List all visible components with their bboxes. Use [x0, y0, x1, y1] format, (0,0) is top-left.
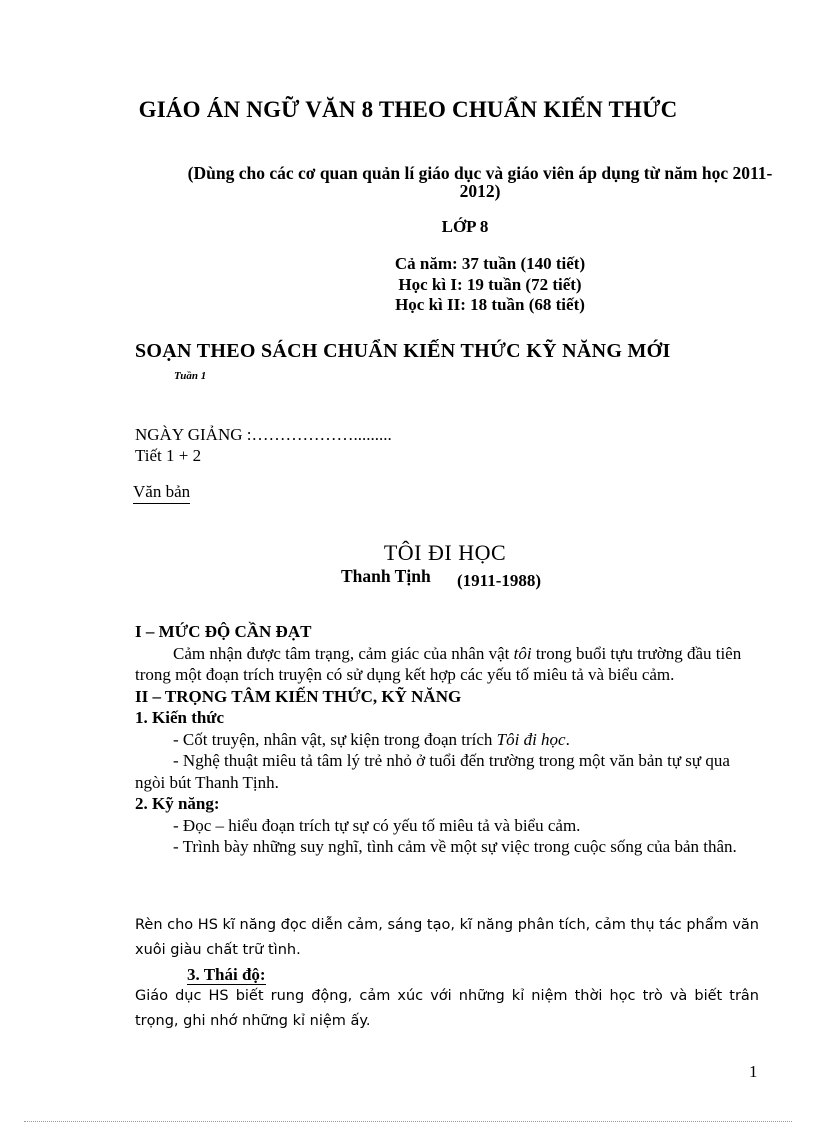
section-heading: SOẠN THEO SÁCH CHUẨN KIẾN THỨC KỸ NĂNG MỚI — [135, 340, 671, 362]
knowledge-heading: 1. Kiến thức — [135, 708, 225, 727]
document-subtitle: (Dùng cho các cơ quan quản lí giáo dục và giáo viên áp dụng từ năm học 2011-2012) — [187, 163, 773, 201]
section-1-heading: I – MỨC ĐỘ CẦN ĐẠT — [135, 622, 312, 641]
schedule-year: Cả năm: 37 tuần (140 tiết) — [394, 254, 586, 273]
page-footer-rule — [24, 1121, 792, 1122]
skills-item-1: - Đọc – hiểu đoạn trích tự sự có yếu tố miêu tả và biểu cảm. — [173, 815, 581, 835]
schedule-term-2: Học kì II: 18 tuần (68 tiết) — [395, 295, 585, 314]
story-title: TÔI ĐI HỌC — [383, 540, 507, 565]
attitude-body: Giáo dục HS biết rung động, cảm xúc với những kỉ niệm thời học trò và biết trân trọng, ghi nhớ những kỉ niệm ấy. — [135, 988, 759, 1029]
week-label: Tuần 1 — [174, 370, 207, 382]
grade-label: LỚP 8 — [441, 217, 489, 236]
page-number: 1 — [749, 1062, 758, 1081]
section-2-heading: II – TRỌNG TÂM KIẾN THỨC, KỸ NĂNG — [135, 686, 462, 706]
schedule-term-1: Học kì I: 19 tuần (72 tiết) — [398, 274, 582, 294]
attitude-heading: 3. Thái độ: — [187, 965, 266, 984]
knowledge-item-1: - Cốt truyện, nhân vật, sự kiện trong đoạn trích Tôi đi học. — [173, 729, 570, 749]
text-label: Văn bản — [133, 482, 190, 504]
skills-note: Rèn cho HS kĩ năng đọc diễn cảm, sáng tạo, kĩ năng phân tích, cảm thụ tác phẩm văn xuôi giàu chất trữ tình. — [135, 917, 759, 958]
teaching-date-line: NGÀY GIẢNG :………………......... — [135, 425, 392, 444]
schedule-block — [300, 254, 680, 316]
content-body — [135, 621, 759, 858]
author-years: (1911-1988) — [457, 571, 542, 590]
document-title: GIÁO ÁN NGỮ VĂN 8 THEO CHUẨN KIẾN THỨC — [138, 97, 678, 122]
skills-item-2: - Trình bày những suy nghĩ, tình cảm về một sự việc trong cuộc sống của bản thân. — [173, 837, 737, 856]
section-1-body: Cảm nhận được tâm trạng, cảm giác của nhân vật tôi trong buổi tựu trường đầu tiên trong một đoạn trích truyện có sử dụng kết hợp các yếu tố miêu tả và biểu cảm. — [135, 643, 742, 684]
author-name: Thanh Tịnh — [341, 566, 431, 586]
knowledge-item-2: - Nghệ thuật miêu tả tâm lý trẻ nhỏ ở tuổi đến trường trong một văn bản tự sự qua ngòi bút Thanh Tịnh. — [135, 751, 730, 792]
lesson-period: Tiết 1 + 2 — [135, 446, 202, 465]
skills-heading: 2. Kỹ năng: — [135, 794, 220, 813]
